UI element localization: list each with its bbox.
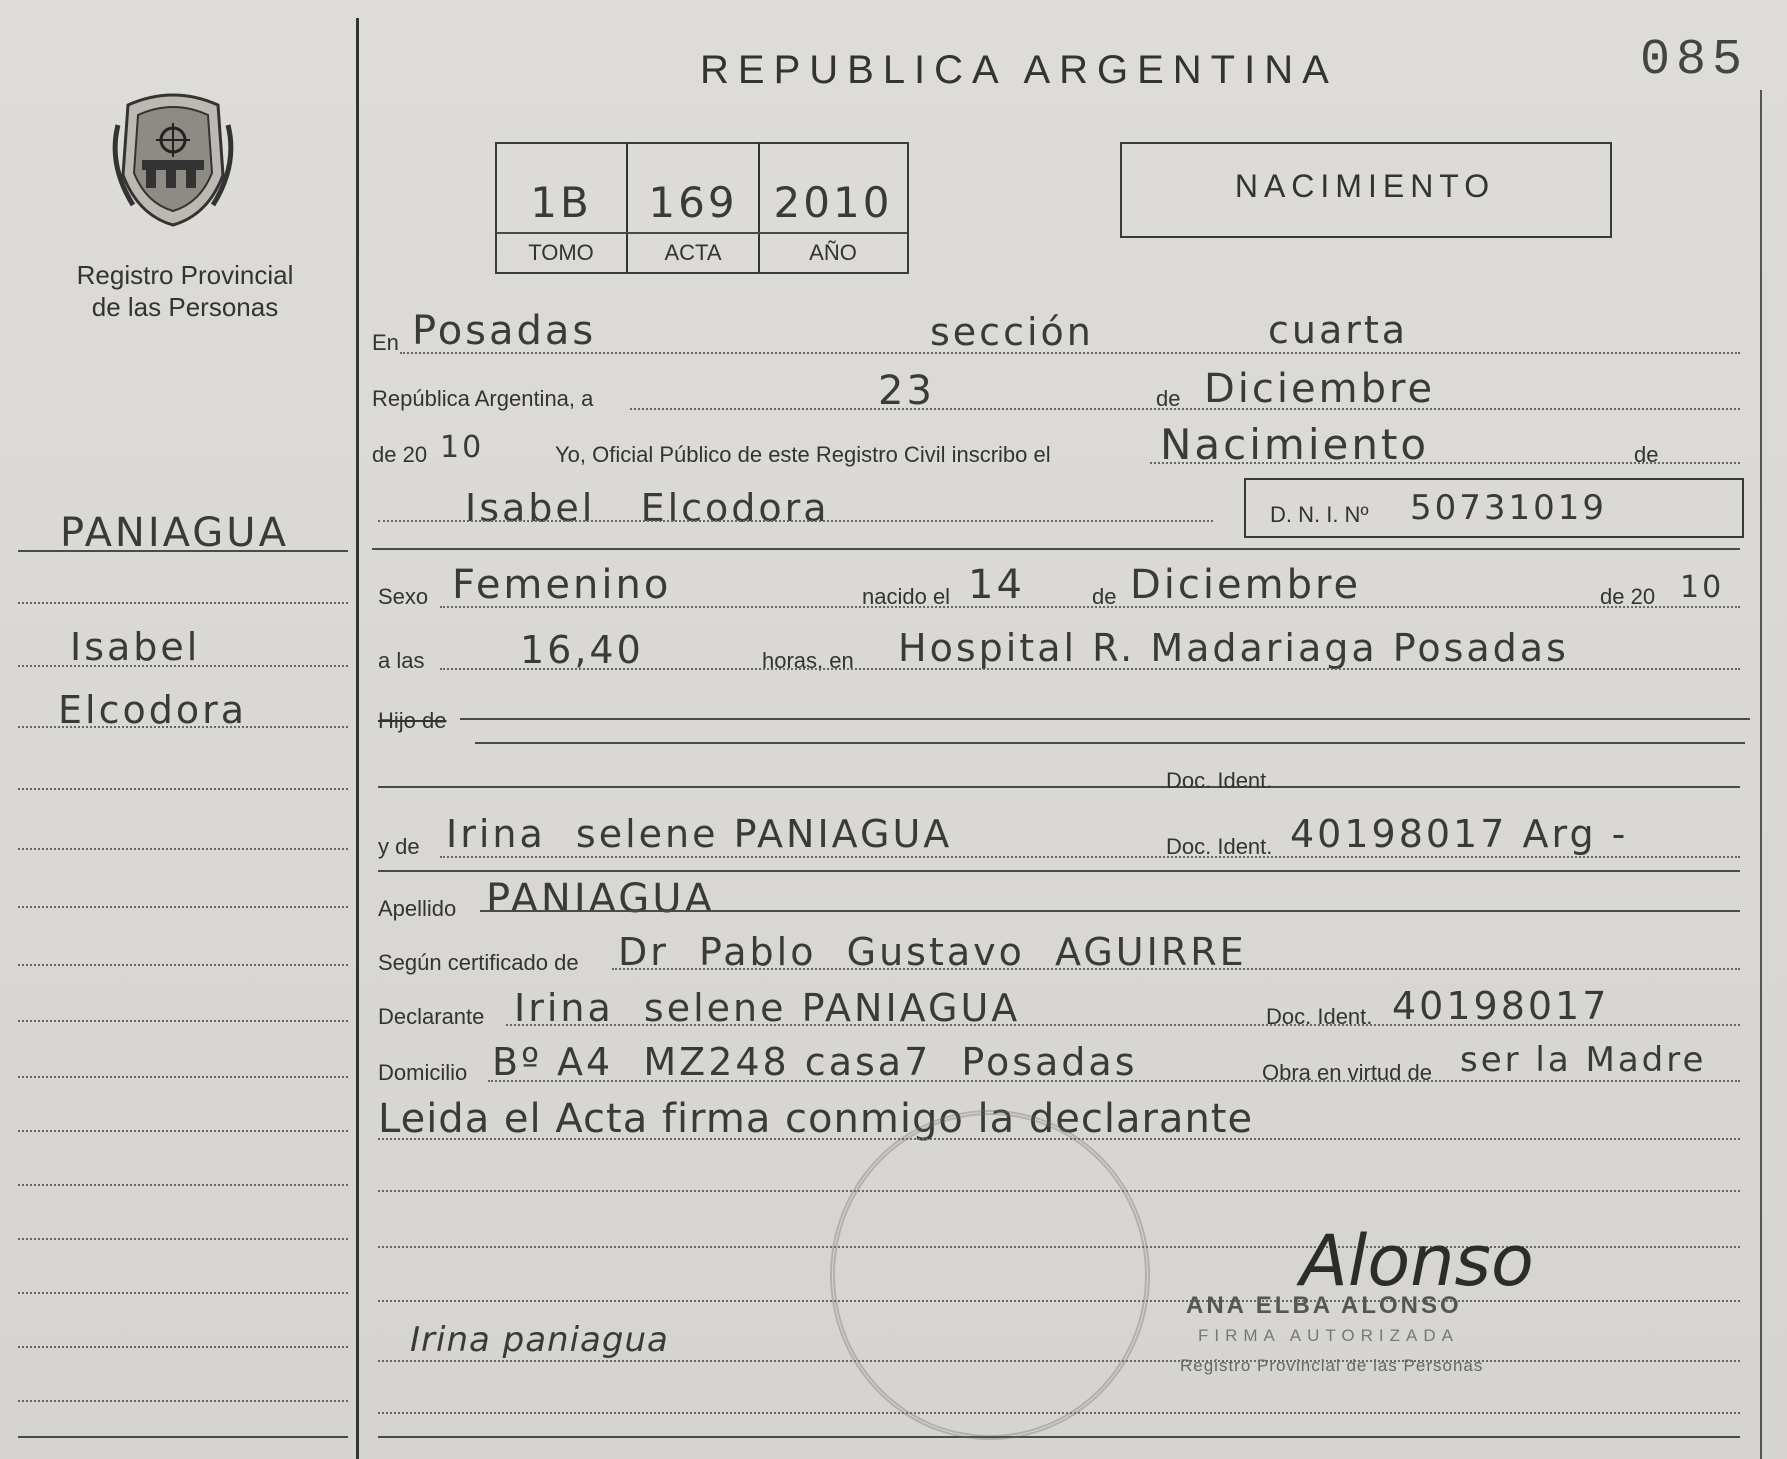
mother-doc: 40198017 Arg - [1290, 812, 1629, 856]
oficial-text: Yo, Oficial Público de este Registro Civil inscribo el [555, 442, 1051, 467]
birth-year-suffix: 10 [1680, 570, 1725, 605]
year-label: de 20 [372, 442, 428, 467]
hijo-label: Hijo de [378, 708, 447, 733]
tomo-value: 1B [530, 178, 592, 227]
line-3 [1150, 462, 1740, 464]
month-value: Diciembre [1204, 366, 1436, 412]
official-stamp-title: FIRMA AUTORIZADA [1198, 1326, 1459, 1345]
margin-line [18, 1238, 348, 1240]
year-suffix: 10 [440, 430, 485, 465]
domicilio-value: Bº A4 MZ248 casa7 Posadas [492, 1040, 1138, 1084]
registry-name-line1: Registro Provincial [76, 260, 294, 290]
a-las-label: a las [378, 648, 425, 673]
line-5 [440, 606, 1740, 608]
doc-ident-label-declarante: Doc. Ident. [1266, 1004, 1373, 1029]
margin-line [18, 848, 348, 850]
official-signature: Alonso [1300, 1220, 1534, 1302]
line-11 [612, 968, 1740, 970]
official-stamp-name: ANA ELBA ALONSO [1186, 1292, 1462, 1319]
bottom-rule [378, 1436, 1740, 1438]
birth-year-label: de 20 [1600, 584, 1656, 609]
birth-day: 14 [968, 562, 1025, 608]
apellido-label: Apellido [378, 896, 457, 921]
section-value: sección [930, 310, 1094, 354]
certificado-label: Según certificado de [378, 950, 579, 975]
de-label-2: de [1634, 442, 1659, 467]
line-2 [630, 408, 1740, 410]
line-4 [378, 520, 1213, 522]
right-border [1760, 90, 1762, 1459]
nacido-label: nacido el [862, 584, 951, 609]
table-inner-rule [497, 232, 907, 234]
margin-bottom-rule [18, 1436, 348, 1438]
ano-value: 2010 [773, 178, 893, 227]
sexo-value: Femenino [452, 562, 672, 608]
margin-surname: PANIAGUA [60, 510, 289, 556]
city-value: Posadas [412, 308, 597, 354]
doc-ident-label-mother: Doc. Ident. [1166, 834, 1273, 859]
sexo-label: Sexo [378, 584, 429, 609]
line-1 [400, 352, 1740, 354]
margin-line [18, 1184, 348, 1186]
margin-line [18, 906, 348, 908]
act-type-label: NACIMIENTO [1234, 168, 1496, 204]
hijo-strike-line [460, 718, 1750, 720]
seal-emblem-icon [108, 85, 238, 230]
observation-line: Leida el Acta firma conmigo la declarante [378, 1096, 1254, 1142]
margin-line [18, 665, 348, 667]
faint-oval-stamp [830, 1110, 1150, 1440]
republic-label: República Argentina, a [372, 386, 594, 411]
en-label: En [372, 330, 399, 355]
declarante-value: Irina selene PANIAGUA [514, 986, 1021, 1030]
margin-line [18, 1292, 348, 1294]
ano-label: AÑO [809, 240, 857, 265]
dni-value: 50731019 [1410, 488, 1608, 528]
declarante-signature: Irina paniagua [410, 1320, 669, 1360]
birth-month: Diciembre [1130, 562, 1362, 608]
margin-line [18, 1076, 348, 1078]
page-number: 085 [1640, 32, 1749, 89]
margin-given-name-1: Isabel [70, 625, 201, 669]
line-13 [488, 1080, 1740, 1082]
margin-surname-rule [18, 550, 348, 552]
official-stamp-org: Registro Provincial de las Personas [1180, 1356, 1484, 1375]
horas-label: horas, en [762, 648, 854, 673]
domicilio-label: Domicilio [378, 1060, 468, 1085]
margin-line [18, 964, 348, 966]
line-12 [506, 1024, 1740, 1026]
tomo-label: TOMO [528, 240, 594, 265]
birth-place: Hospital R. Madariaga Posadas [898, 626, 1569, 670]
margin-line [18, 1346, 348, 1348]
declarante-label: Declarante [378, 1004, 485, 1029]
dni-label: D. N. I. Nº [1270, 502, 1369, 527]
declarante-doc: 40198017 [1392, 984, 1610, 1028]
day-value: 23 [878, 368, 935, 414]
de-label-3: de [1092, 584, 1117, 609]
margin-line [18, 1400, 348, 1402]
acta-value: 169 [648, 178, 738, 227]
margin-line [18, 788, 348, 790]
inscription-type: Nacimiento [1160, 420, 1430, 469]
apellido-value: PANIAGUA [486, 876, 715, 922]
mother-name: Irina selene PANIAGUA [446, 812, 953, 856]
child-name: Isabel Elcodora [465, 486, 830, 530]
margin-line [18, 602, 348, 604]
line-9 [440, 856, 1740, 858]
section-number: cuarta [1268, 308, 1409, 352]
registry-name-line2: de las Personas [91, 292, 279, 322]
left-column-divider [356, 18, 359, 1459]
de-label: de [1156, 386, 1181, 411]
margin-line [18, 1130, 348, 1132]
y-de-label: y de [378, 834, 420, 859]
father-strike-line [378, 786, 1740, 788]
line-6 [440, 668, 1740, 670]
provincial-seal [108, 85, 238, 230]
margin-line [18, 726, 348, 728]
section-rule-1 [372, 548, 1740, 550]
certificado-value: Dr Pablo Gustavo AGUIRRE [618, 930, 1247, 974]
line-7 [475, 742, 1745, 744]
doc-ident-label-father: Doc. Ident. [1166, 768, 1273, 793]
acta-label: ACTA [664, 240, 722, 265]
country-title: REPUBLICA ARGENTINA [700, 48, 1338, 92]
obra-value: ser la Madre [1460, 1040, 1707, 1080]
obra-label: Obra en virtud de [1262, 1060, 1432, 1085]
section-rule-2 [378, 870, 1740, 872]
line-10 [480, 910, 1740, 912]
margin-given-name-2: Elcodora [58, 688, 247, 732]
margin-line [18, 1020, 348, 1022]
birth-time: 16,40 [520, 628, 644, 672]
